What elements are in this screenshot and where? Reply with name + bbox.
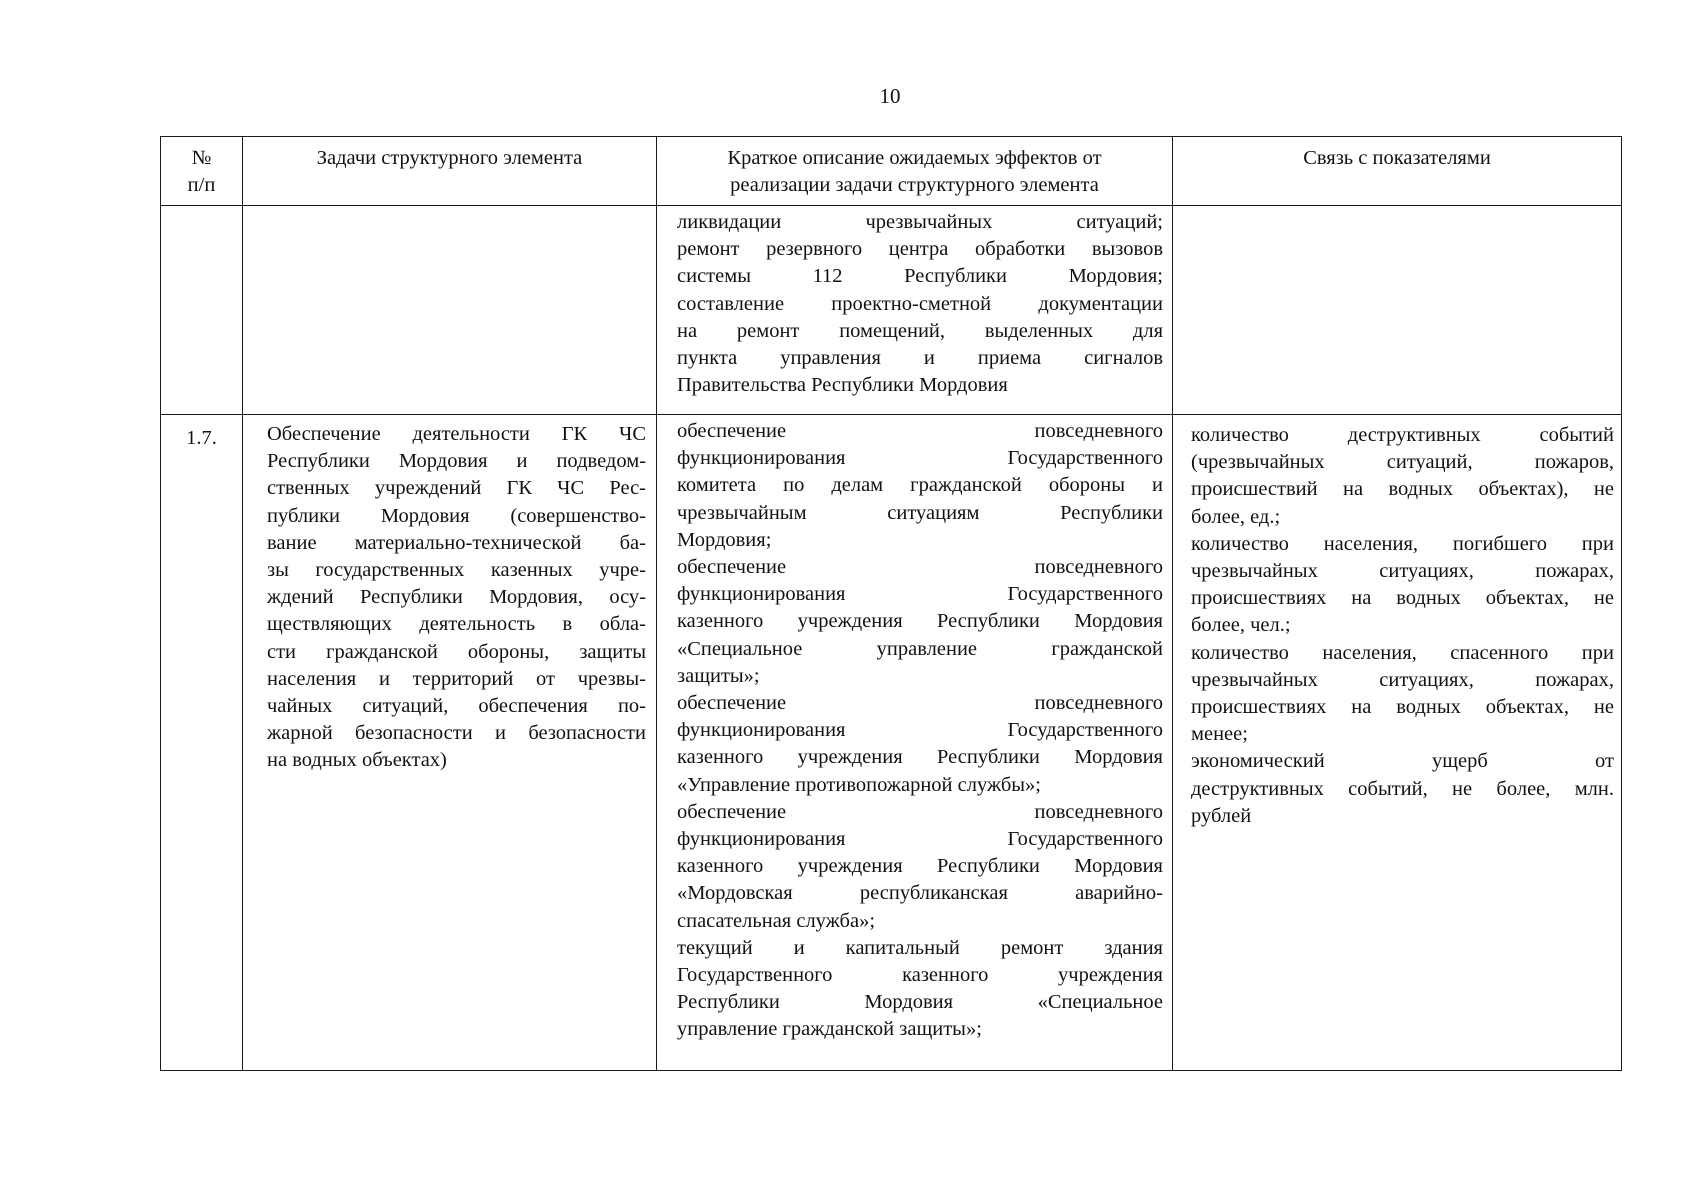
text-line: «Специальное управление гражданской — [677, 637, 1163, 660]
text-line: системы 112 Республики Мордовия; — [677, 265, 1163, 288]
header-number-line: п/п — [187, 174, 216, 196]
header-effects — [657, 137, 1173, 206]
text-line: обеспечение повседневного — [677, 556, 1163, 579]
text-line: чрезвычайным ситуациям Республики — [677, 501, 1163, 524]
text-line: спасательная служба»; — [677, 909, 876, 932]
text-line: количество деструктивных событий — [1191, 424, 1614, 446]
text-line: пункта управления и приема сигналов — [677, 347, 1163, 370]
row-number: 1.7. — [186, 427, 217, 449]
text-line: ждений Республики Мордовия, осу- — [267, 586, 646, 609]
text-line: ремонт резервного центра обработки вызовов — [677, 238, 1163, 261]
text-line: «Мордовская республиканская аварийно- — [677, 882, 1163, 905]
header-effects-line: Краткое описание ожидаемых эффектов от — [727, 147, 1102, 169]
text-line: ликвидации чрезвычайных ситуаций; — [677, 211, 1163, 233]
text-line: Республики Мордовия и подведом- — [267, 450, 646, 473]
text-line: на ремонт помещений, выделенных для — [677, 319, 1163, 342]
text-line: Правительства Республики Мордовия — [677, 374, 1008, 397]
text-line: казенного учреждения Республики Мордовия — [677, 610, 1163, 633]
table-header-row — [161, 137, 1622, 206]
cell-indicators — [1173, 415, 1622, 1071]
table-row-continuation — [161, 206, 1622, 415]
text-line: функционирования Государственного — [677, 828, 1163, 851]
text-line: на водных объектах) — [267, 749, 447, 772]
cell-tasks — [243, 415, 657, 1071]
header-tasks-label: Задачи структурного элемента — [316, 147, 583, 169]
text-line: Мордовия; — [677, 528, 772, 551]
text-line: публики Мордовия (совершенство- — [267, 504, 646, 527]
text-line: деструктивных событий, не более, млн. — [1191, 777, 1614, 800]
text-line: (чрезвычайных ситуаций, пожаров, — [1191, 451, 1614, 474]
text-line: происшествий на водных объектах), не — [1191, 478, 1614, 501]
header-indicators-label: Связь с показателями — [1303, 147, 1491, 169]
cell-effects — [657, 206, 1173, 415]
text-line: казенного учреждения Республики Мордовия — [677, 746, 1163, 769]
page-number: 10 — [879, 84, 901, 108]
text-line: происшествиях на водных объектах, не — [1191, 587, 1614, 610]
text-line: Республики Мордовия «Специальное — [677, 991, 1163, 1014]
text-line: рублей — [1191, 804, 1252, 827]
table-row-1-7 — [161, 415, 1622, 1071]
header-tasks — [243, 137, 657, 206]
text-line: функционирования Государственного — [677, 583, 1163, 606]
text-line: чайных ситуаций, обеспечения по- — [267, 695, 646, 718]
cell-indicators — [1173, 206, 1622, 415]
text-line: комитета по делам гражданской обороны и — [677, 474, 1163, 497]
text-line: казенного учреждения Республики Мордовия — [677, 855, 1163, 878]
cell-effects — [657, 415, 1173, 1071]
text-line: чрезвычайных ситуациях, пожарах, — [1191, 668, 1614, 691]
header-number — [161, 137, 243, 206]
text-line: экономический ущерб от — [1191, 750, 1614, 773]
text-line: функционирования Государственного — [677, 447, 1163, 470]
text-line: «Управление противопожарной службы»; — [677, 773, 1041, 796]
structural-element-table — [160, 136, 1622, 1071]
text-line: сти гражданской обороны, защиты — [267, 640, 646, 663]
text-line: ществляющих деятельность в обла- — [267, 613, 646, 636]
text-line: функционирования Государственного — [677, 719, 1163, 742]
text-line: количество населения, спасенного при — [1191, 641, 1614, 664]
text-line: обеспечение повседневного — [677, 692, 1163, 715]
cell-number — [161, 206, 243, 415]
text-line: обеспечение повседневного — [677, 420, 1163, 442]
text-line: ственных учреждений ГК ЧС Рес- — [267, 477, 646, 500]
text-line: Государственного казенного учреждения — [677, 964, 1163, 987]
text-line: обеспечение повседневного — [677, 800, 1163, 823]
cell-number — [161, 415, 243, 1071]
text-line: вание материально-технической ба- — [267, 531, 646, 554]
cell-tasks — [243, 206, 657, 415]
text-line: составление проектно-сметной документации — [677, 292, 1163, 315]
text-line: менее; — [1191, 723, 1248, 746]
text-line: защиты»; — [677, 664, 760, 687]
text-line: более, ед.; — [1191, 505, 1281, 528]
text-line: управление гражданской защиты»; — [677, 1018, 982, 1041]
text-line: Обеспечение деятельности ГК ЧС — [267, 423, 646, 445]
header-number-line: № — [191, 147, 212, 169]
text-line: количество населения, погибшего при — [1191, 532, 1614, 555]
text-line: населения и территорий от чрезвы- — [267, 667, 646, 690]
text-line: более, чел.; — [1191, 614, 1291, 637]
text-line: происшествиях на водных объектах, не — [1191, 696, 1614, 719]
header-indicators — [1173, 137, 1622, 206]
header-effects-line: реализации задачи структурного элемента — [730, 174, 1099, 196]
text-line: текущий и капитальный ремонт здания — [677, 936, 1163, 959]
text-line: зы государственных казенных учре- — [267, 559, 646, 582]
text-line: жарной безопасности и безопасности — [267, 722, 646, 745]
text-line: чрезвычайных ситуациях, пожарах, — [1191, 560, 1614, 583]
